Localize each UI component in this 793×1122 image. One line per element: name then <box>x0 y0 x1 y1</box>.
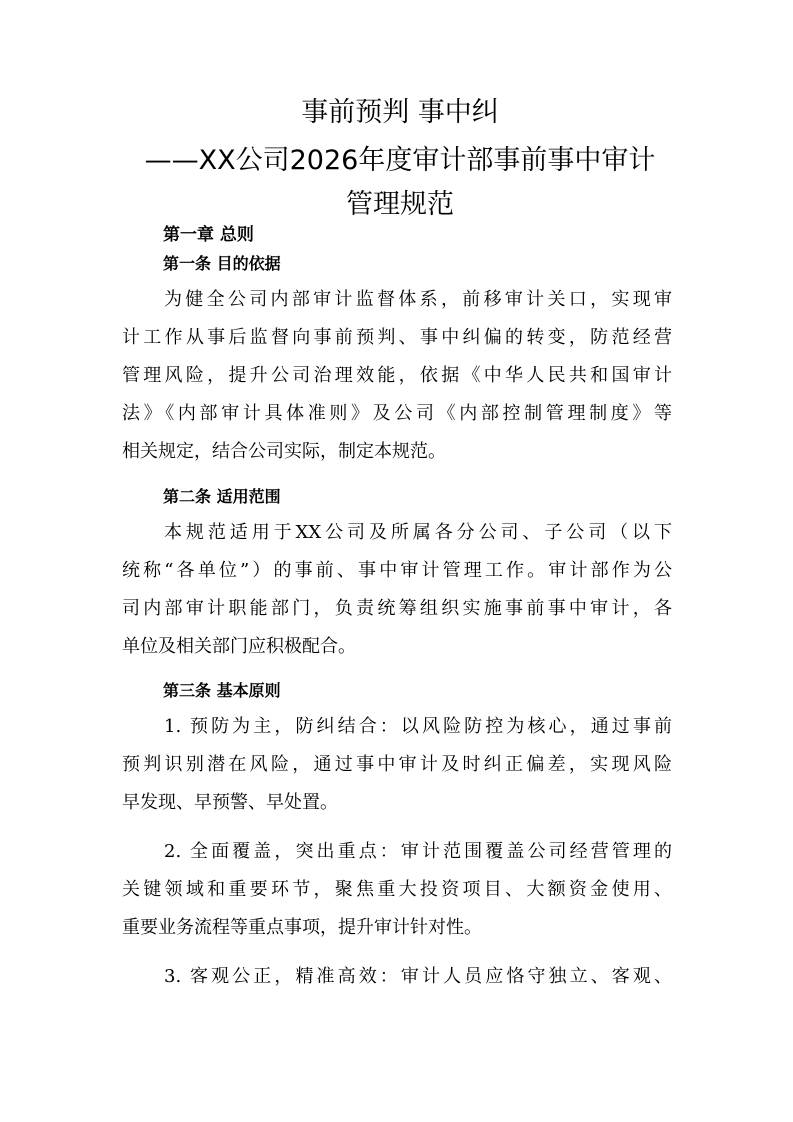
paragraph-line: 司内部审计职能部门，负责统筹组织实施事前事中审计，各 <box>122 598 672 619</box>
paragraph-line: 管理风险，提升公司治理效能，依据《中华人民共和国审计 <box>122 365 672 386</box>
paragraph-line: 单位及相关部门应积极配合。 <box>122 636 356 657</box>
paragraph-line: 预判识别潜在风险，通过事中审计及时纠正偏差，实现风险 <box>122 754 672 775</box>
paragraph-line: 1. 预防为主，防纠结合：以风险防控为核心，通过事前 <box>164 716 672 737</box>
paragraph-line: 重要业务流程等重点事项，提升审计针对性。 <box>122 917 482 938</box>
paragraph-line: 计工作从事后监督向事前预判、事中纠偏的转变，防范经营 <box>122 327 672 348</box>
paragraph-line: 为健全公司内部审计监督体系，前移审计关口，实现审 <box>164 289 672 310</box>
paragraph-line: 3. 客观公正，精准高效：审计人员应恪守独立、客观、 <box>164 966 672 987</box>
document-title-line-2: ——XX公司2026年度审计部事前事中审计 <box>144 145 656 176</box>
paragraph-line: 统称“各单位”）的事前、事中审计管理工作。审计部作为公 <box>122 560 672 581</box>
paragraph-line: 相关规定，结合公司实际，制定本规范。 <box>122 441 446 462</box>
article-2-heading: 第二条 适用范围 <box>163 487 281 506</box>
chapter-heading: 第一章 总则 <box>163 225 254 245</box>
article-1-heading: 第一条 目的依据 <box>163 254 281 273</box>
paragraph-line: 法》《内部审计具体准则》及公司《内部控制管理制度》等 <box>122 403 672 424</box>
paragraph-line: 本规范适用于XX公司及所属各分公司、子公司（以下 <box>164 522 672 543</box>
document-title-line-1: 事前预判 事中纠 <box>301 97 499 128</box>
paragraph-line: 早发现、早预警、早处置。 <box>122 792 338 813</box>
document-title-line-3: 管理规范 <box>346 189 454 220</box>
paragraph-line: 关键领域和重要环节，聚焦重大投资项目、大额资金使用、 <box>122 879 672 900</box>
article-3-heading: 第三条 基本原则 <box>163 681 281 700</box>
paragraph-line: 2. 全面覆盖，突出重点：审计范围覆盖公司经营管理的 <box>164 841 672 862</box>
